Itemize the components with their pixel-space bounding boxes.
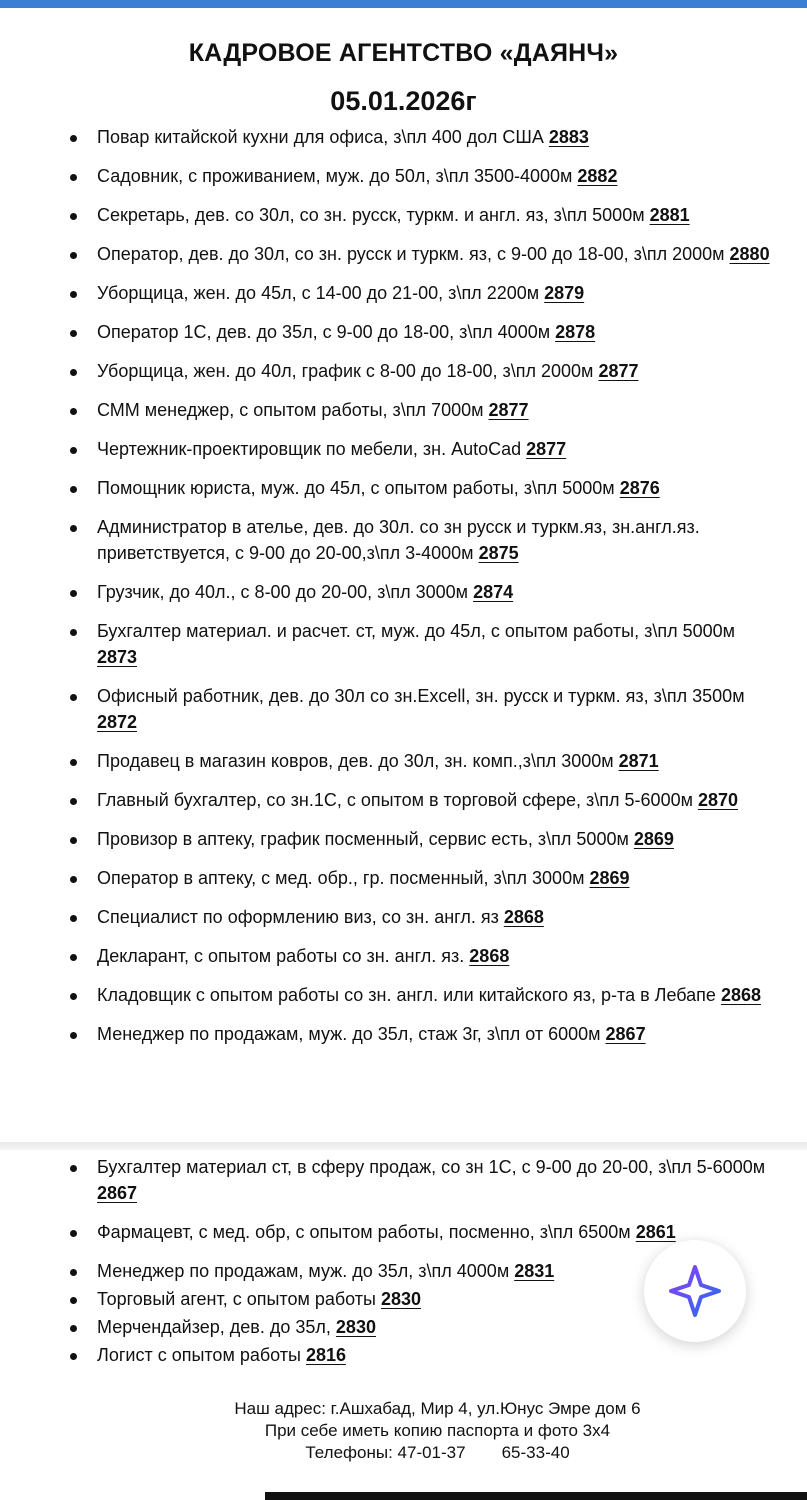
job-item: [0, 579, 807, 605]
job-list: [0, 124, 807, 1060]
page-date: 05.01.2026г: [330, 86, 477, 116]
vacancy-code: 2868: [469, 946, 510, 966]
address-line: Наш адрес: г.Ашхабад, Мир 4, ул.Юнус Эмре дом 6: [234, 1399, 641, 1418]
vacancy-code: 2873: [97, 647, 138, 667]
bullet-icon: [70, 590, 77, 597]
job-description: Оператор 1С, дев. до 35л, с 9-00 до 18-00, з\пл 4000м: [97, 322, 556, 342]
job-description: Фармацевт, с мед. обр, с опытом работы, посменно, з\пл 6500м: [97, 1222, 636, 1242]
job-item: [0, 514, 807, 566]
job-description: СММ менеджер, с опытом работы, з\пл 7000м: [97, 400, 489, 420]
job-item: [0, 124, 807, 150]
document-header: [0, 36, 807, 118]
job-item: [0, 1021, 807, 1047]
job-description: Торговый агент, с опытом работы: [97, 1289, 381, 1309]
vacancy-code: 2877: [526, 439, 567, 459]
job-description: Уборщица, жен. до 40л, график с 8-00 до 18-00, з\пл 2000м: [97, 361, 599, 381]
vacancy-code: 2874: [473, 582, 514, 602]
bullet-icon: [70, 759, 77, 766]
top-status-bar: [0, 0, 807, 8]
job-description: Уборщица, жен. до 45л, с 14-00 до 21-00, з\пл 2200м: [97, 283, 545, 303]
vacancy-code: 2875: [478, 543, 519, 563]
job-item: [0, 826, 807, 852]
bullet-icon: [70, 330, 77, 337]
job-description: Специалист по оформлению виз, со зн. англ. яз: [97, 907, 504, 927]
job-description: Провизор в аптеку, график посменный, сервис есть, з\пл 5000м: [97, 829, 634, 849]
vacancy-code: 2816: [305, 1345, 346, 1365]
job-description: Декларант, с опытом работы со зн. англ. яз.: [97, 946, 470, 966]
job-description: Менеджер по продажам, муж. до 35л, з\пл 4000м: [97, 1261, 515, 1281]
vacancy-code: 2867: [97, 1183, 138, 1203]
bullet-icon: [70, 1032, 77, 1039]
bullet-icon: [70, 1230, 77, 1237]
vacancy-code: 2882: [577, 166, 618, 186]
job-item: [0, 280, 807, 306]
job-description: Кладовщик с опытом работы со зн. англ. или китайского яз, р-та в Лебапе: [97, 985, 721, 1005]
vacancy-code: 2868: [503, 907, 544, 927]
job-item: [0, 319, 807, 345]
bullet-icon: [70, 876, 77, 883]
job-item: [0, 865, 807, 891]
vacancy-code: 2883: [548, 127, 589, 147]
job-description: Повар китайской кухни для офиса, з\пл 400 дол США: [97, 127, 549, 147]
bottom-bar: [265, 1492, 807, 1500]
vacancy-code: 2869: [633, 829, 674, 849]
page-divider: [0, 1142, 807, 1150]
vacancy-code: 2881: [649, 205, 690, 225]
job-description: Логист с опытом работы: [97, 1345, 306, 1365]
job-description: Оператор в аптеку, с мед. обр., гр. посменный, з\пл 3000м: [97, 868, 590, 888]
bullet-icon: [70, 954, 77, 961]
vacancy-code: 2879: [544, 283, 585, 303]
bullet-icon: [70, 213, 77, 220]
bullet-icon: [70, 408, 77, 415]
bullet-icon: [70, 135, 77, 142]
job-item: [0, 1342, 807, 1368]
job-item: [0, 163, 807, 189]
job-item: [0, 943, 807, 969]
vacancy-code: 2870: [697, 790, 739, 810]
job-description: Бухгалтер материал. и расчет. ст, муж. до 45л, с опытом работы, з\пл 5000м: [97, 621, 735, 641]
job-description: Мерчендайзер, дев. до 35л,: [97, 1317, 336, 1337]
job-item: [0, 683, 807, 735]
bullet-icon: [70, 1353, 77, 1360]
bullet-icon: [70, 694, 77, 701]
vacancy-code: 2880: [729, 244, 770, 264]
vacancy-code: 2871: [618, 751, 659, 771]
bullet-icon: [70, 174, 77, 181]
job-item: [0, 202, 807, 228]
assistant-floating-button[interactable]: [644, 1240, 746, 1342]
vacancy-code: 2830: [335, 1317, 376, 1337]
bullet-icon: [70, 1165, 77, 1172]
vacancy-code: 2868: [720, 985, 761, 1005]
job-description: Продавец в магазин ковров, дев. до 30л, зн. комп.,з\пл 3000м: [97, 751, 619, 771]
job-item: [0, 358, 807, 384]
bullet-icon: [70, 993, 77, 1000]
job-item: [0, 1154, 807, 1206]
sparkle-star-icon: [668, 1264, 722, 1318]
vacancy-code: 2877: [488, 400, 529, 420]
bullet-icon: [70, 447, 77, 454]
phone-1: Телефоны: 47-01-37: [305, 1443, 466, 1462]
job-description: Офисный работник, дев. до 30л со зн.Excell, зн. русск и туркм. яз, з\пл 3500м: [97, 686, 745, 706]
job-item: [0, 982, 807, 1008]
vacancy-code: 2830: [380, 1289, 422, 1309]
vacancy-code: 2877: [598, 361, 639, 381]
job-item: [0, 748, 807, 774]
bullet-icon: [70, 369, 77, 376]
bullet-icon: [70, 486, 77, 493]
job-description: Секретарь, дев. со 30л, со зн. русск, туркм. и англ. яз, з\пл 5000м: [97, 205, 650, 225]
job-description: Чертежник-проектировщик по мебели, зн. AutoCad: [97, 439, 527, 459]
job-description: Менеджер по продажам, муж. до 35л, стаж 3г, з\пл от 6000м: [97, 1024, 606, 1044]
job-description: Оператор, дев. до 30л, со зн. русск и туркм. яз, с 9-00 до 18-00, з\пл 2000м: [97, 244, 730, 264]
bullet-icon: [70, 1269, 77, 1276]
vacancy-code: 2831: [514, 1261, 555, 1281]
bullet-icon: [70, 252, 77, 259]
vacancy-code: 2872: [97, 712, 138, 732]
job-item: [0, 241, 807, 267]
job-item: [0, 436, 807, 462]
bullet-icon: [70, 798, 77, 805]
job-description: Грузчик, до 40л., с 8-00 до 20-00, з\пл 3000м: [97, 582, 474, 602]
contact-footer: [170, 1398, 705, 1464]
vacancy-code: 2861: [635, 1222, 676, 1242]
vacancy-code: 2867: [605, 1024, 646, 1044]
job-description: Администратор в ателье, дев. до 30л. со зн русск и туркм.яз, зн.англ.яз. приветствуется, с 9-00 до 20-00,з\пл 3-4000м: [97, 517, 700, 563]
bullet-icon: [70, 837, 77, 844]
phones-line: [170, 1442, 705, 1464]
job-item: [0, 397, 807, 423]
vacancy-code: 2878: [555, 322, 596, 342]
bullet-icon: [70, 1325, 77, 1332]
bullet-icon: [70, 525, 77, 532]
page-title: КАДРОВОЕ АГЕНТСТВО «ДАЯНЧ»: [188, 39, 619, 67]
bullet-icon: [70, 1297, 77, 1304]
job-description: Помощник юриста, муж. до 45л, с опытом работы, з\пл 5000м: [97, 478, 620, 498]
job-item: [0, 904, 807, 930]
documents-note: При себе иметь копию паспорта и фото 3х4: [264, 1421, 611, 1440]
job-description: Садовник, с проживанием, муж. до 50л, з\пл 3500-4000м: [97, 166, 578, 186]
phone-2: 65-33-40: [501, 1443, 570, 1462]
bullet-icon: [70, 629, 77, 636]
job-item: [0, 787, 807, 813]
vacancy-code: 2876: [619, 478, 660, 498]
job-item: [0, 618, 807, 670]
job-description: Бухгалтер материал ст, в сферу продаж, со зн 1С, с 9-00 до 20-00, з\пл 5-6000м: [97, 1157, 766, 1177]
job-description: Главный бухгалтер, со зн.1С, с опытом в торговой сфере, з\пл 5-6000м: [97, 790, 698, 810]
job-item: [0, 475, 807, 501]
vacancy-code: 2869: [589, 868, 630, 888]
bullet-icon: [70, 915, 77, 922]
bullet-icon: [70, 291, 77, 298]
